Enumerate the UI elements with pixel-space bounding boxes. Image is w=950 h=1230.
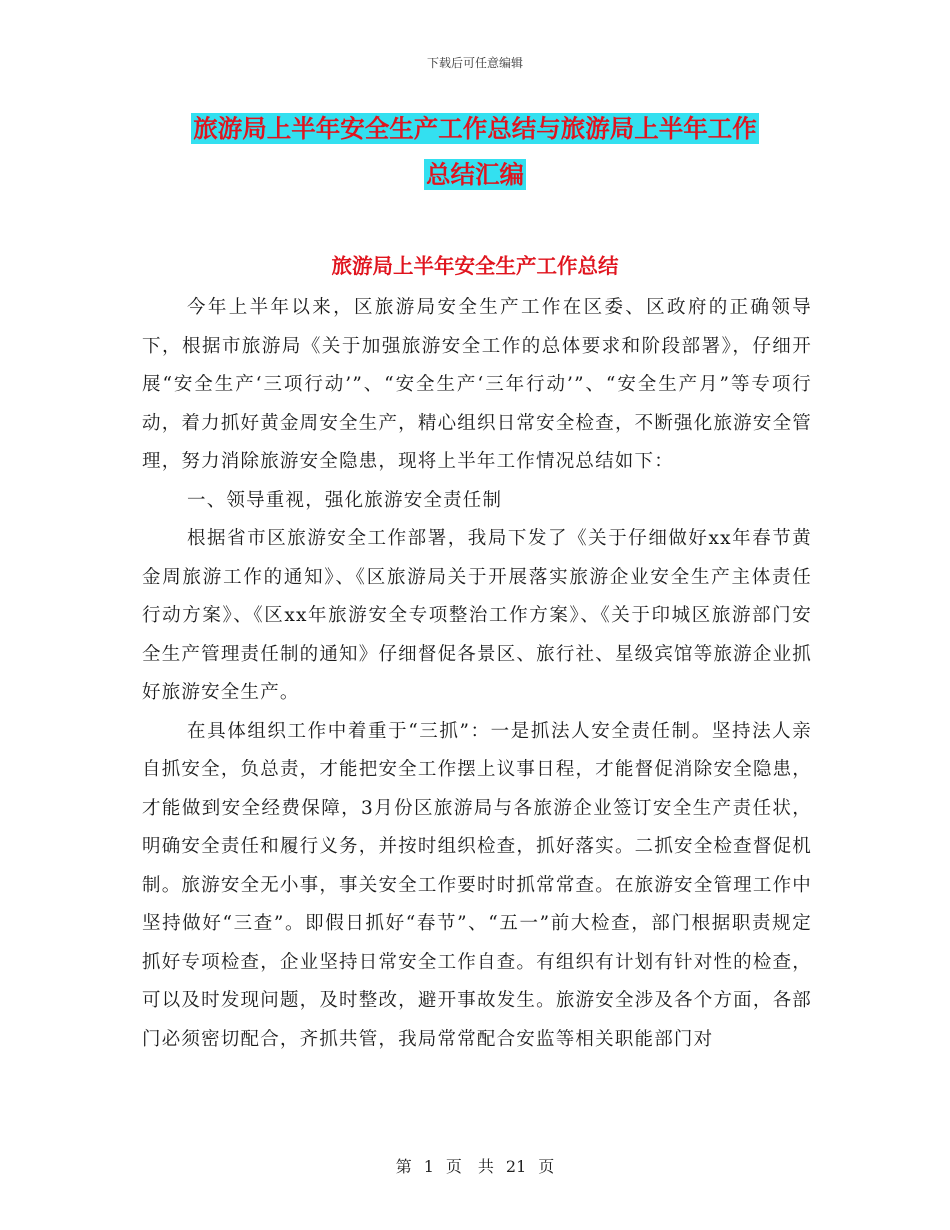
document-title-line-1: 旅游局上半年安全生产工作总结与旅游局上半年工作 (193, 114, 757, 143)
paragraph-intro: 今年上半年以来，区旅游局安全生产工作在区委、区政府的正确领导下，根据市旅游局《关于加强旅游安全工作的总体要求和阶段部署》，仔细开展“安全生产‘三项行动’”、“安全生产‘三年行动’”、“安全生产月”等专项行动，着力抓好黄金周安全生产，精心组织日常安全检查，不断强化旅游安全管理，努力消除旅游安全隐患，现将上半年工作情况总结如下： (142, 297, 812, 472)
paragraph-heading-1: 一、领导重视，强化旅游安全责任制 (187, 489, 503, 511)
paragraph-three-grabs: 在具体组织工作中着重于“三抓”：一是抓法人安全责任制。坚持法人亲自抓安全，负总责，才能把安全工作摆上议事日程，才能督促消除安全隐患，才能做到安全经费保障，3月份区旅游局与各旅游企业签订安全生产责任状，明确安全责任和履行义务，并按时组织检查，抓好落实。二抓安全检查督促机制。旅游安全无小事，事关安全工作要时时抓常常查。在旅游安全管理工作中坚持做好“三查”。即假日抓好“春节”、“五一”前大检查，部门根据职责规定抓好专项检查，企业坚持日常安全工作自查。有组织有计划有针对性的检查，可以及时发现问题，及时整改，避开事故发生。旅游安全涉及各个方面，各部门必须密切配合，齐抓共管，我局常常配合安监等相关职能部门对 (142, 720, 812, 1050)
footer-prefix: 第 (395, 1157, 412, 1176)
footer-suffix: 页 (538, 1157, 555, 1176)
paragraph-deployment: 根据省市区旅游安全工作部署，我局下发了《关于仔细做好xx年春节黄金周旅游工作的通知》、《区旅游局关于开展落实旅游企业安全生产主体责任行动方案》、《区xx年旅游安全专项整治工作方案》、《关于印城区旅游部门安全生产管理责任制的通知》仔细督促各景区、旅行社、星级宾馆等旅游企业抓好旅游安全生产。 (142, 528, 812, 703)
footer-mid: 页 共 (445, 1157, 494, 1176)
document-title-line-2: 总结汇编 (426, 160, 524, 189)
section-title: 旅游局上半年安全生产工作总结 (331, 254, 619, 278)
footer-total-pages: 21 (505, 1157, 527, 1176)
document-title (130, 106, 820, 198)
page-footer (0, 1154, 950, 1177)
footer-page-number: 1 (423, 1157, 434, 1176)
document-body (142, 289, 812, 1059)
header-note: 下载后可任意编辑 (426, 56, 523, 70)
